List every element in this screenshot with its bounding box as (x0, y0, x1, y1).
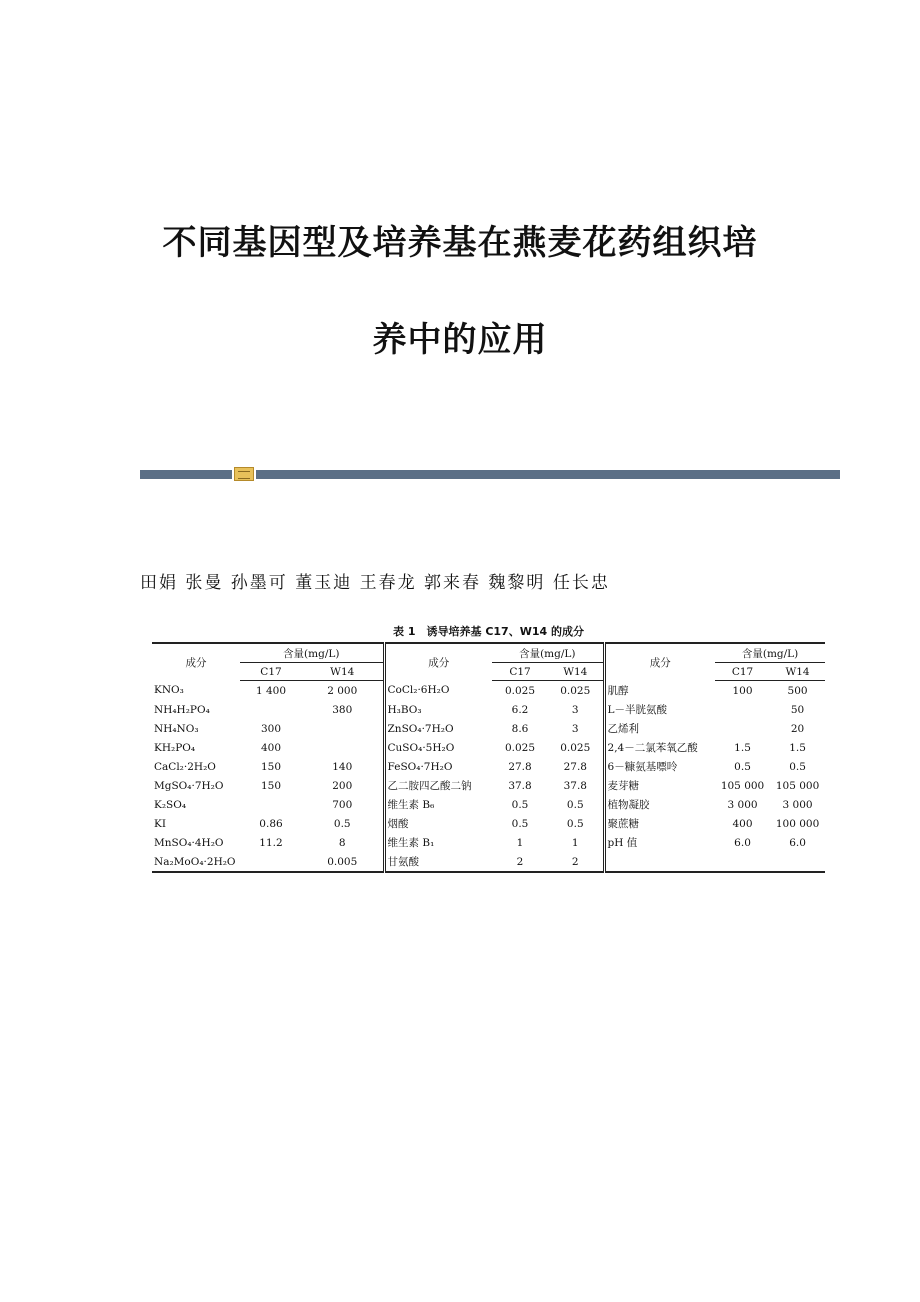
cell-c17 (240, 700, 302, 719)
cell-w14 (302, 719, 384, 738)
cell-component: Na₂MoO₄·2H₂O (152, 852, 240, 872)
cell-w14: 1 (548, 833, 604, 852)
title-divider-left (140, 470, 232, 479)
cell-component: 乙烯利 (607, 723, 640, 735)
composition-table-wrapper (152, 642, 825, 873)
cell-component: 乙二胺四乙酸二钠 (387, 780, 472, 792)
header-c17: C17 (715, 663, 770, 681)
table-row (152, 719, 825, 738)
cell-w14: 1.5 (789, 741, 806, 754)
cell-component: CuSO₄·5H₂O (387, 741, 455, 754)
cell-w14 (770, 852, 825, 872)
cell-w14: 6.0 (789, 836, 806, 849)
cell-c17: 1 (516, 836, 524, 849)
cell-component (604, 852, 715, 872)
cell-component: K₂SO₄ (154, 798, 187, 811)
cell-c17: 100 (732, 684, 753, 697)
cell-c17: 11.2 (259, 836, 283, 849)
cell-component: ZnSO₄·7H₂O (387, 722, 454, 735)
cell-component: CoCl₂·6H₂O (387, 684, 450, 697)
table-row (152, 852, 825, 872)
cell-w14: 3 (548, 719, 604, 738)
table-row (152, 814, 825, 833)
cell-component: 2,4－二氯苯氧乙酸 (607, 742, 698, 754)
cell-w14: 0.025 (548, 738, 604, 757)
header-content: 含量(mg/L) (715, 643, 825, 663)
cell-w14: 37.8 (548, 776, 604, 795)
cell-c17: 0.5 (511, 817, 529, 830)
envelope-icon (234, 467, 254, 481)
cell-component: L－半胱氨酸 (607, 704, 668, 716)
cell-c17: 105 000 (720, 779, 765, 792)
cell-c17: 27.8 (508, 760, 532, 773)
cell-c17: 400 (260, 741, 282, 754)
cell-component: 肌醇 (607, 684, 629, 697)
cell-component: KNO₃ (154, 684, 184, 697)
cell-c17 (240, 795, 302, 814)
cell-c17: 0.025 (504, 741, 536, 754)
cell-w14: 8 (302, 833, 384, 852)
cell-component: CaCl₂·2H₂O (154, 760, 216, 773)
cell-c17 (715, 700, 770, 719)
cell-w14: 2 (548, 852, 604, 872)
header-c17: C17 (492, 663, 548, 681)
cell-component: FeSO₄·7H₂O (387, 760, 453, 773)
cell-w14: 0.5 (789, 760, 806, 773)
document-title-line1: 不同基因型及培养基在燕麦花药组织培 (162, 223, 758, 263)
cell-w14: 50 (790, 703, 805, 716)
title-divider-right (256, 470, 840, 479)
cell-c17: 300 (260, 722, 282, 735)
header-c17: C17 (240, 663, 302, 681)
cell-w14: 700 (302, 795, 384, 814)
cell-w14: 380 (302, 700, 384, 719)
composition-table (152, 642, 825, 873)
cell-c17: 6.2 (511, 703, 529, 716)
cell-w14: 3 000 (782, 798, 813, 811)
cell-c17: 3 000 (727, 798, 758, 811)
cell-w14: 0.025 (548, 681, 604, 701)
cell-component: MnSO₄·4H₂O (154, 836, 224, 849)
table-row (152, 776, 825, 795)
table-row (152, 795, 825, 814)
header-w14: W14 (302, 663, 384, 681)
cell-c17: 6.0 (734, 836, 751, 849)
cell-c17: 0.86 (259, 817, 283, 830)
cell-c17: 0.025 (504, 684, 536, 697)
header-component: 成分 (604, 643, 715, 681)
cell-w14: 27.8 (548, 757, 604, 776)
table-row (152, 833, 825, 852)
cell-c17: 8.6 (511, 722, 529, 735)
cell-c17: 400 (732, 817, 753, 830)
cell-component: 烟酸 (387, 818, 409, 830)
cell-w14: 0.5 (548, 814, 604, 833)
cell-w14: 140 (302, 757, 384, 776)
cell-w14 (302, 738, 384, 757)
table-row (152, 757, 825, 776)
cell-component: H₃BO₃ (387, 703, 422, 716)
header-content: 含量(mg/L) (240, 643, 384, 663)
cell-c17 (240, 852, 302, 872)
cell-c17: 150 (260, 779, 282, 792)
table-header-row (152, 643, 825, 663)
header-component: 成分 (152, 643, 240, 681)
cell-component: 聚蔗糖 (607, 818, 640, 830)
cell-w14: 200 (302, 776, 384, 795)
cell-component: 维生素 B₁ (387, 837, 435, 849)
header-component: 成分 (384, 643, 492, 681)
cell-component: 麦芽糖 (607, 780, 640, 792)
cell-component: KH₂PO₄ (154, 741, 196, 754)
cell-component: 维生素 B₆ (387, 799, 435, 811)
cell-c17 (715, 852, 770, 872)
cell-w14: 3 (548, 700, 604, 719)
cell-component: 6－糠氨基嘌呤 (607, 761, 678, 773)
cell-w14: 100 000 (775, 817, 820, 830)
header-w14: W14 (548, 663, 604, 681)
cell-w14: 0.5 (548, 795, 604, 814)
table-row (152, 700, 825, 719)
cell-component: 植物凝胶 (607, 799, 650, 811)
cell-component: NH₄NO₃ (154, 722, 199, 735)
cell-component: KI (154, 817, 166, 830)
cell-component: MgSO₄·7H₂O (154, 779, 224, 792)
cell-w14: 0.5 (302, 814, 384, 833)
author-list: 田娟 张曼 孙墨可 董玉迪 王春龙 郭来春 魏黎明 任长忠 (140, 573, 610, 593)
cell-component: NH₄H₂PO₄ (154, 703, 210, 716)
table-row (152, 681, 825, 701)
cell-component: pH 值 (607, 837, 638, 849)
cell-c17: 37.8 (508, 779, 532, 792)
cell-c17: 0.5 (734, 760, 751, 773)
table-row (152, 738, 825, 757)
cell-c17: 150 (260, 760, 282, 773)
cell-w14: 2 000 (302, 681, 384, 701)
header-w14: W14 (770, 663, 825, 681)
cell-component: 甘氨酸 (384, 852, 492, 872)
cell-c17: 1.5 (734, 741, 751, 754)
header-content: 含量(mg/L) (492, 643, 604, 663)
cell-c17: 0.5 (511, 798, 529, 811)
cell-w14: 0.005 (302, 852, 384, 872)
cell-c17: 1 400 (255, 684, 287, 697)
cell-c17 (715, 719, 770, 738)
cell-c17: 2 (492, 852, 548, 872)
cell-w14: 105 000 (775, 779, 820, 792)
cell-w14: 500 (787, 684, 808, 697)
table-caption: 表 1 诱导培养基 C17、W14 的成分 (393, 625, 584, 638)
document-title-line2: 养中的应用 (372, 320, 548, 360)
cell-w14: 20 (790, 722, 805, 735)
